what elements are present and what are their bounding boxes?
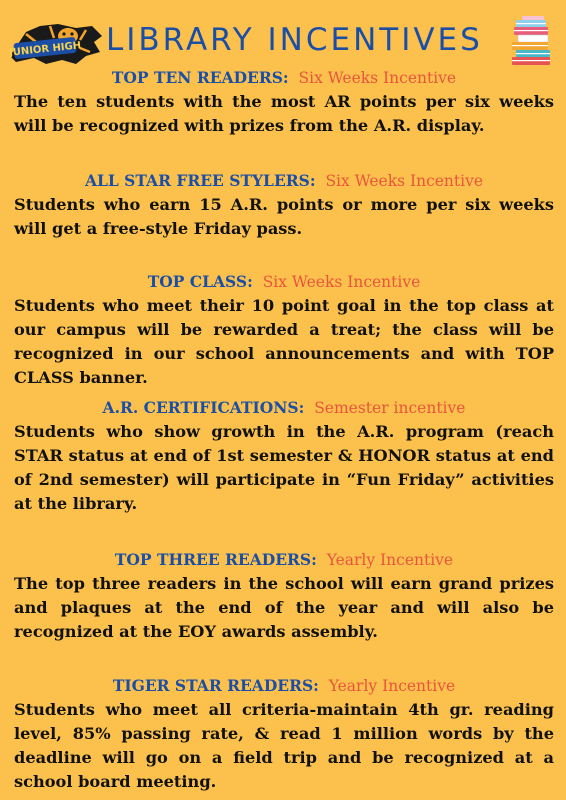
section-incentive: Yearly Incentive (328, 677, 456, 695)
section-label: TIGER STAR READERS: (112, 676, 319, 695)
section-incentive: Six Weeks Incentive (325, 172, 484, 190)
section-incentive: Six Weeks Incentive (298, 69, 457, 87)
section-heading (14, 550, 554, 570)
section-heading (14, 171, 554, 191)
section-label: TOP CLASS: (147, 272, 253, 291)
section-label: ALL STAR FREE STYLERS: (84, 171, 316, 190)
section-tiger-star-readers (14, 676, 554, 794)
section-ar-certifications (14, 398, 554, 516)
page-title: LIBRARY INCENTIVES (106, 22, 483, 58)
section-text: Students who meet all criteria-maintain 4th gr. reading level, 85% passing rate, & read 1 million words by the deadline will go on a field trip and be recognized at a school board meeting. (14, 700, 554, 791)
section-incentive: Semester incentive (314, 399, 466, 417)
section-top-three-readers (14, 550, 554, 644)
section-text: Students who show growth in the A.R. program (reach STAR status at end of 1st semester & HONOR status at end of 2nd semester) will participate in “Fun Friday” activities at the library. (14, 422, 554, 513)
section-incentive: Six Weeks Incentive (262, 273, 421, 291)
section-text: Students who earn 15 A.R. points or more per six weeks will get a free-style Friday pass. (14, 195, 554, 238)
section-incentive: Yearly Incentive (326, 551, 454, 569)
section-text: Students who meet their 10 point goal in the top class at our campus will be rewarded a treat; the class will be recognized in our school announcements and with TOP CLASS banner. (14, 296, 554, 387)
section-top-class (14, 272, 554, 390)
section-label: TOP THREE READERS: (114, 550, 317, 569)
section-text: The ten students with the most AR points per six weeks will be recognized with prizes from the A.R. display. (14, 92, 554, 135)
section-heading (14, 676, 554, 696)
section-all-star-free-stylers (14, 171, 554, 241)
header (0, 0, 566, 66)
logo-text: JUNIOR HIGH (8, 40, 82, 59)
section-label: A.R. CERTIFICATIONS: (102, 398, 305, 417)
junior-high-tiger-logo (6, 22, 104, 66)
section-text: The top three readers in the school will earn grand prizes and plaques at the end of the year and will also be recognized at the EOY awards assembly. (14, 574, 554, 641)
section-label: TOP TEN READERS: (111, 68, 289, 87)
section-heading (14, 398, 554, 418)
section-heading (14, 272, 554, 292)
section-top-ten-readers (14, 68, 554, 138)
books-stack-icon (508, 14, 558, 66)
section-heading (14, 68, 554, 88)
